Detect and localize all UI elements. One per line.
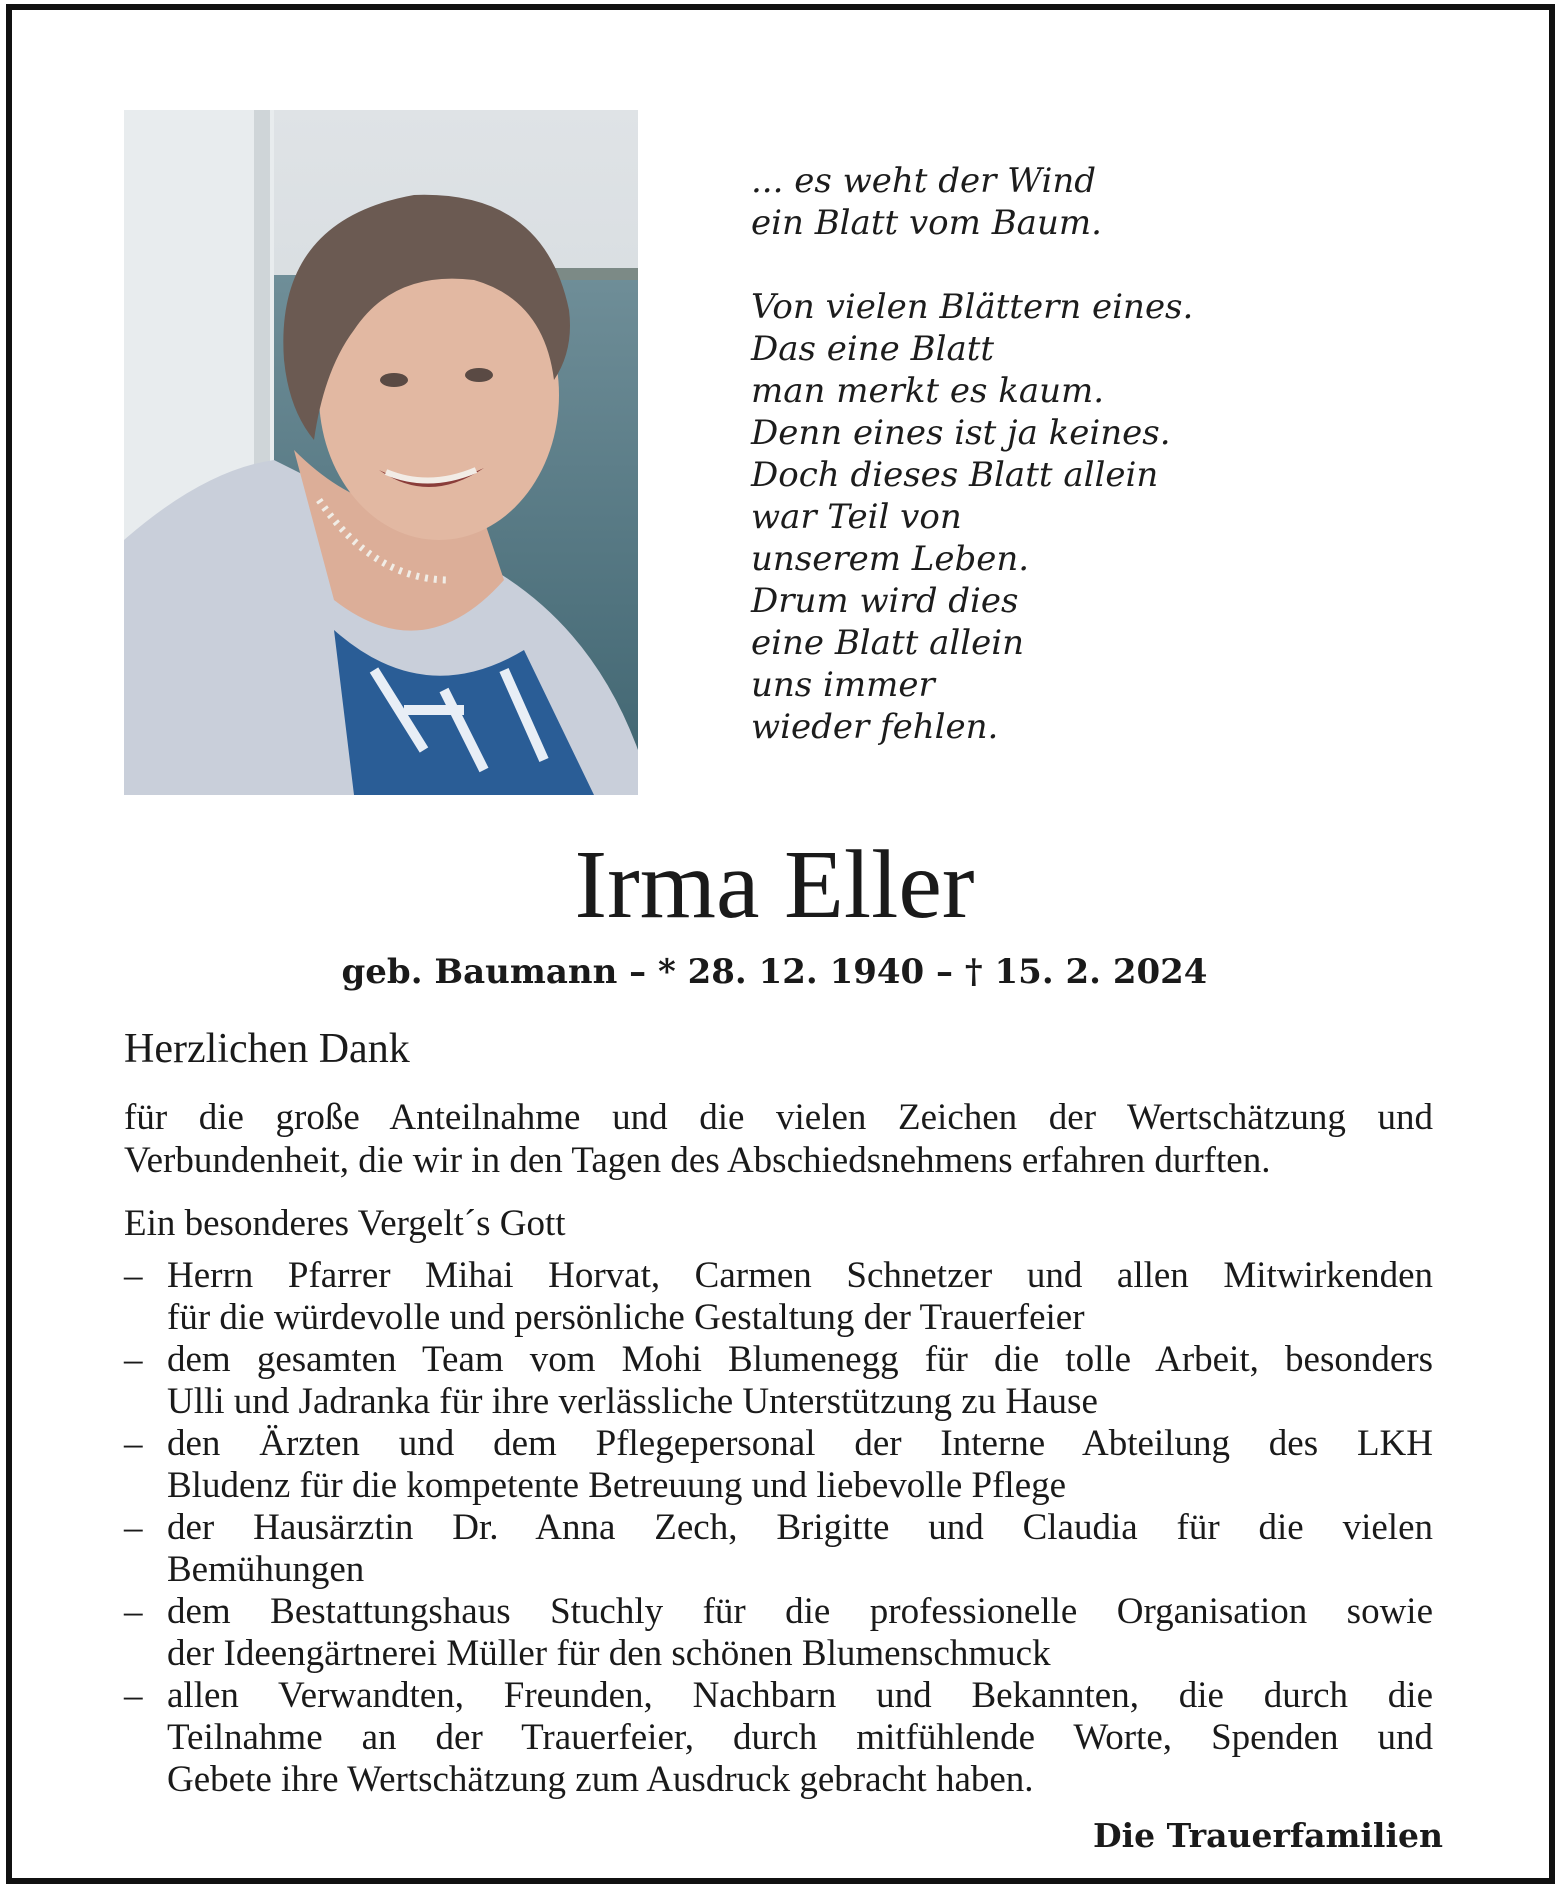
list-dash: – xyxy=(124,1255,143,1296)
list-dash: – xyxy=(124,1591,143,1632)
poem-line: ein Blatt vom Baum. xyxy=(751,203,1102,243)
acknowledgement-list xyxy=(124,1255,1433,1801)
poem-line: Von vielen Blättern eines. xyxy=(751,287,1194,327)
list-item xyxy=(124,1255,1433,1339)
list-item-line: Gebete ihre Wertschätzung zum Ausdruck gebracht haben. xyxy=(167,1759,1034,1800)
list-item xyxy=(124,1675,1433,1801)
list-item-line: Bludenz für die kompetente Betreuung und liebevolle Pflege xyxy=(167,1465,1067,1506)
poem-line: unserem Leben. xyxy=(751,539,1030,579)
list-item xyxy=(124,1591,1433,1675)
poem-line: wieder fehlen. xyxy=(751,707,999,747)
poem-line: ... es weht der Wind xyxy=(751,161,1097,201)
poem-line: eine Blatt allein xyxy=(751,623,1024,663)
list-item-line: den Ärzten und dem Pflegepersonal der Interne Abteilung des LKH xyxy=(167,1423,1433,1464)
list-item-line: dem Bestattungshaus Stuchly für die professionelle Organisation sowie xyxy=(167,1591,1433,1632)
deceased-name: Irma Eller xyxy=(574,831,975,939)
list-item-line: für die würdevolle und persönliche Gestaltung der Trauerfeier xyxy=(167,1297,1085,1338)
list-item-line: der Hausärztin Dr. Anna Zech, Brigitte und Claudia für die vielen xyxy=(167,1507,1433,1548)
poem-line: Doch dieses Blatt allein xyxy=(751,455,1159,495)
list-dash: – xyxy=(124,1675,143,1716)
poem xyxy=(751,160,1311,748)
signature: Die Trauerfamilien xyxy=(1092,1816,1443,1855)
thanks-heading: Herzlichen Dank xyxy=(124,1026,410,1072)
stanza-break xyxy=(751,244,1311,286)
intro-line: Verbundenheit, die wir in den Tagen des Abschiedsnehmens erfahren durften. xyxy=(124,1140,1271,1181)
list-item xyxy=(124,1339,1433,1423)
list-item-line: der Ideengärtnerei Müller für den schönen Blumenschmuck xyxy=(167,1633,1051,1674)
list-item-line: allen Verwandten, Freunden, Nachbarn und Bekannten, die durch die xyxy=(167,1675,1433,1716)
poem-line: man merkt es kaum. xyxy=(751,371,1105,411)
poem-line: uns immer xyxy=(751,665,935,705)
list-item xyxy=(124,1423,1433,1507)
list-item xyxy=(124,1507,1433,1591)
list-item-line: Bemühungen xyxy=(167,1549,365,1590)
list-dash: – xyxy=(124,1423,143,1464)
portrait-photo xyxy=(124,110,638,795)
poem-line: Drum wird dies xyxy=(751,581,1019,621)
poem-line: Das eine Blatt xyxy=(751,329,995,369)
list-item-line: Herrn Pfarrer Mihai Horvat, Carmen Schnetzer und allen Mitwirkenden xyxy=(167,1255,1433,1296)
thanks-label: Ein besonderes Vergelt´s Gott xyxy=(124,1203,566,1244)
deceased-dates: geb. Baumann – * 28. 12. 1940 – † 15. 2. 2024 xyxy=(341,952,1208,992)
list-dash: – xyxy=(124,1339,143,1380)
list-item-line: Teilnahme an der Trauerfeier, durch mitfühlende Worte, Spenden und xyxy=(167,1717,1433,1758)
list-item-line: Ulli und Jadranka für ihre verlässliche Unterstützung zu Hause xyxy=(167,1381,1098,1422)
poem-line: war Teil von xyxy=(751,497,962,537)
intro-paragraph xyxy=(124,1096,1433,1182)
intro-line: für die große Anteilnahme und die vielen Zeichen der Wertschätzung und xyxy=(124,1097,1433,1138)
list-dash: – xyxy=(124,1507,143,1548)
list-item-line: dem gesamten Team vom Mohi Blumenegg für die tolle Arbeit, besonders xyxy=(167,1339,1433,1380)
poem-line: Denn eines ist ja keines. xyxy=(751,413,1171,453)
